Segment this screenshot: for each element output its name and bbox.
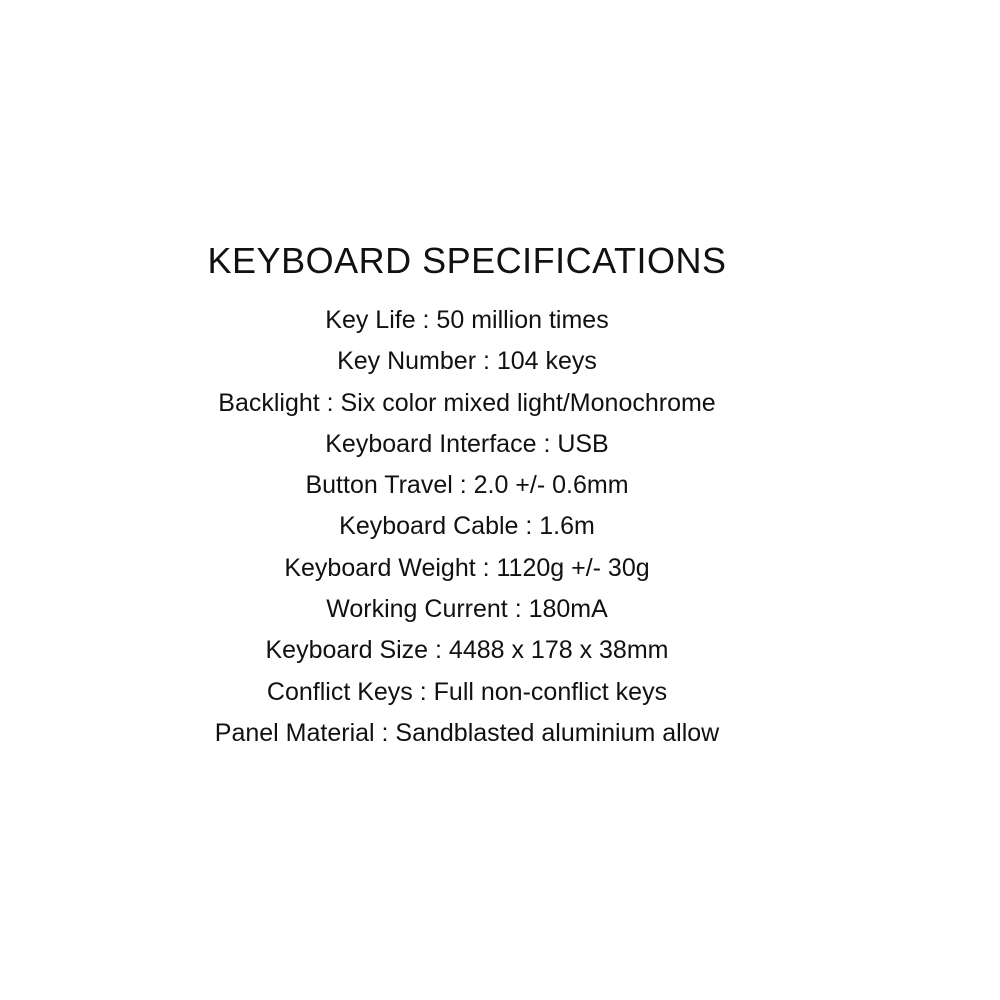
spec-key-life: Key Life : 50 million times — [325, 306, 609, 334]
spec-keyboard-interface: Keyboard Interface : USB — [325, 429, 609, 458]
spec-backlight: Backlight : Six color mixed light/Monochrome — [218, 388, 716, 417]
spec-keyboard-cable: Keyboard Cable : 1.6m — [339, 512, 595, 541]
spec-panel-material: Panel Material : Sandblasted aluminium allow — [214, 718, 720, 747]
spec-conflict-keys: Conflict Keys : Full non-conflict keys — [266, 677, 668, 706]
spec-list — [0, 300, 934, 754]
spec-key-number: Key Number : 104 keys — [337, 347, 597, 376]
spec-working-current: Working Current : 180mA — [326, 595, 608, 624]
spec-keyboard-size: Keyboard Size : 4488 x 178 x 38mm — [265, 636, 669, 665]
spec-keyboard-weight: Keyboard Weight : 1120g +/- 30g — [284, 553, 650, 582]
spec-button-travel: Button Travel : 2.0 +/- 0.6mm — [305, 471, 629, 500]
page-title: KEYBOARD SPECIFICATIONS — [207, 240, 727, 281]
spec-sheet — [0, 233, 934, 754]
